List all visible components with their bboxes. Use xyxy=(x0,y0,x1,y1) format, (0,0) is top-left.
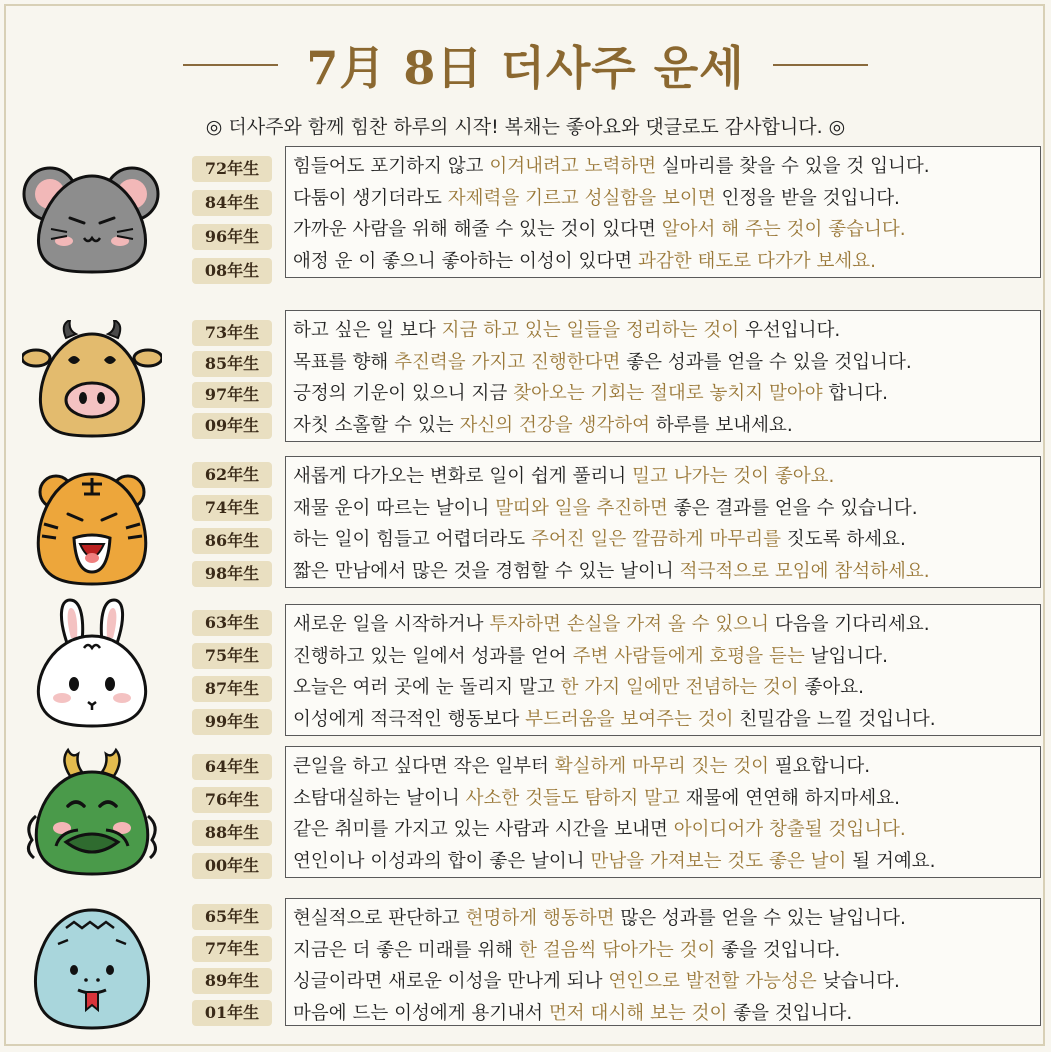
fortune-line: 새로운 일을 시작하거나 투자하면 손실을 가져 올 수 있으니 다음을 기다리세요. xyxy=(293,614,930,635)
birth-year-badge: 01年生 xyxy=(192,1000,272,1026)
birth-year-badge: 89年生 xyxy=(192,968,272,994)
fortune-line: 애정 운 이 좋으니 좋아하는 이성이 있다면 과감한 태도로 다가가 보세요. xyxy=(293,250,876,272)
fortune-row-ox xyxy=(0,310,1051,448)
fortune-row-rat xyxy=(0,146,1051,284)
tiger-icon xyxy=(22,466,162,586)
title-row xyxy=(0,30,1051,100)
birth-year-badge: 00年生 xyxy=(192,853,272,879)
fortune-line: 마음에 드는 이성에게 용기내서 먼저 대시해 보는 것이 좋을 것입니다. xyxy=(293,1002,853,1024)
birth-year-badge: 62年生 xyxy=(192,462,272,488)
fortune-line: 하고 싶은 일 보다 지금 하고 있는 일들을 정리하는 것이 우선입니다. xyxy=(293,320,841,341)
fortune-line: 진행하고 있는 일에서 성과를 얻어 주변 사람들에게 호평을 듣는 날입니다. xyxy=(293,645,888,667)
rabbit-icon xyxy=(22,598,162,718)
fortune-line: 지금은 더 좋은 미래를 위해 한 걸음씩 닦아가는 것이 좋을 것입니다. xyxy=(293,939,841,961)
birth-year-badge: 63年生 xyxy=(192,610,272,636)
title-divider-left xyxy=(183,64,278,66)
birth-year-badge: 87年生 xyxy=(192,676,272,702)
birth-year-badge: 97年生 xyxy=(192,382,272,408)
fortune-line: 하는 일이 힘들고 어렵더라도 주어진 일은 깔끔하게 마무리를 짓도록 하세요. xyxy=(293,529,906,550)
fortune-row-rabbit xyxy=(0,604,1051,742)
fortune-line: 힘들어도 포기하지 않고 이겨내려고 노력하면 실마리를 찾을 수 있을 것 입니다. xyxy=(293,156,930,177)
ox-icon xyxy=(22,320,162,440)
birth-year-badge: 84年生 xyxy=(192,190,272,216)
fortune-box xyxy=(285,310,1041,442)
fortune-line: 새롭게 다가오는 변화로 일이 쉽게 풀리니 밀고 나가는 것이 좋아요. xyxy=(293,466,835,487)
fortune-box xyxy=(285,746,1041,878)
fortune-line: 자칫 소홀할 수 있는 자신의 건강을 생각하여 하루를 보내세요. xyxy=(293,414,793,436)
title-divider-right xyxy=(773,64,868,66)
dragon-icon xyxy=(22,746,162,866)
birth-year-badge: 85年生 xyxy=(192,351,272,377)
birth-year-badge: 86年生 xyxy=(192,528,272,554)
birth-year-badge: 99年生 xyxy=(192,709,272,735)
page-title: 7月 8日 더사주 운세 xyxy=(306,41,745,95)
fortune-box xyxy=(285,456,1041,588)
fortune-line: 오늘은 여러 곳에 눈 돌리지 말고 한 가지 일에만 전념하는 것이 좋아요. xyxy=(293,677,864,698)
fortune-box xyxy=(285,898,1041,1026)
fortune-line: 싱글이라면 새로운 이성을 만나게 되나 연인으로 발전할 가능성은 낮습니다. xyxy=(293,971,900,992)
birth-year-badge: 74年生 xyxy=(192,495,272,521)
birth-year-badge: 76年生 xyxy=(192,787,272,813)
birth-year-badge: 73年生 xyxy=(192,320,272,346)
fortune-line: 짧은 만남에서 많은 것을 경험할 수 있는 날이니 적극적으로 모임에 참석하세요. xyxy=(293,560,930,582)
fortune-row-tiger xyxy=(0,456,1051,594)
fortune-line: 현실적으로 판단하고 현명하게 행동하면 많은 성과를 얻을 수 있는 날입니다. xyxy=(293,908,906,929)
fortune-row-dragon xyxy=(0,746,1051,884)
fortune-box xyxy=(285,604,1041,736)
birth-year-badge: 08年生 xyxy=(192,258,272,284)
fortune-line: 큰일을 하고 싶다면 작은 일부터 확실하게 마무리 짓는 것이 필요합니다. xyxy=(293,756,871,777)
birth-year-badge: 77年生 xyxy=(192,936,272,962)
fortune-line: 다툼이 생기더라도 자제력을 기르고 성실함을 보이면 인정을 받을 것입니다. xyxy=(293,187,900,209)
fortune-line: 목표를 향해 추진력을 가지고 진행한다면 좋은 성과를 얻을 수 있을 것입니다. xyxy=(293,351,912,373)
page-subtitle: ◎ 더사주와 함께 힘찬 하루의 시작! 복채는 좋아요와 댓글로도 감사합니다. ◎ xyxy=(205,116,846,138)
fortune-line: 재물 운이 따르는 날이니 말띠와 일을 추진하면 좋은 결과를 얻을 수 있습니다. xyxy=(293,497,918,519)
fortune-box xyxy=(285,146,1041,278)
fortune-line: 연인이나 이성과의 합이 좋은 날이니 만남을 가져보는 것도 좋은 날이 될 거예요. xyxy=(293,850,936,872)
fortune-line: 이성에게 적극적인 행동보다 부드러움을 보여주는 것이 친밀감을 느낄 것입니다. xyxy=(293,708,936,730)
fortune-row-snake xyxy=(0,898,1051,1036)
fortune-line: 긍정의 기운이 있으니 지금 찾아오는 기회는 절대로 놓치지 말아야 합니다. xyxy=(293,383,888,404)
fortune-line: 소탐대실하는 날이니 사소한 것들도 탐하지 말고 재물에 연연해 하지마세요. xyxy=(293,787,900,809)
fortune-line: 가까운 사람을 위해 해줄 수 있는 것이 있다면 알아서 해 주는 것이 좋습니다. xyxy=(293,219,906,240)
birth-year-badge: 98年生 xyxy=(192,561,272,587)
birth-year-badge: 72年生 xyxy=(192,156,272,182)
birth-year-badge: 64年生 xyxy=(192,754,272,780)
rat-icon xyxy=(22,156,162,276)
birth-year-badge: 75年生 xyxy=(192,643,272,669)
birth-year-badge: 88年生 xyxy=(192,820,272,846)
fortune-line: 같은 취미를 가지고 있는 사람과 시간을 보내면 아이디어가 창출될 것입니다. xyxy=(293,819,906,840)
snake-icon xyxy=(22,904,162,1024)
birth-year-badge: 65年生 xyxy=(192,904,272,930)
birth-year-badge: 09年生 xyxy=(192,413,272,439)
birth-year-badge: 96年生 xyxy=(192,224,272,250)
